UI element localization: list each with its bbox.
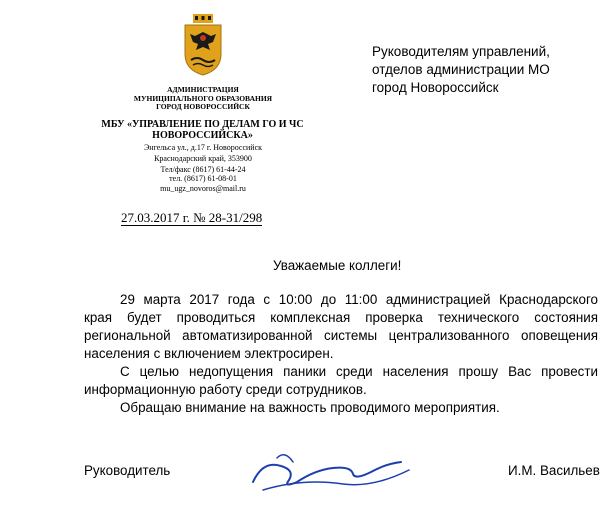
header-phone-fax: Тел/факс (8617) 61-44-24 (160, 165, 246, 174)
header-org-line-2: НОВОРОССИЙСКА» (152, 130, 253, 141)
recipient-line-2: отделов администрации МО (372, 62, 550, 77)
header-admin-line-3: ГОРОД НОВОРОССИЙСК (156, 102, 250, 111)
header-phone: тел. (8617) 61-08-01 (169, 174, 237, 183)
header-org-line-1: МБУ «УПРАВЛЕНИЕ ПО ДЕЛАМ ГО И ЧС (101, 119, 304, 130)
header-email: mu_ugz_novoros@mail.ru (160, 184, 246, 193)
body-line-2: края будет проводиться комплексная проверка технического состояния (84, 310, 598, 325)
signatory-position: Руководитель (84, 463, 171, 478)
header-admin-line-2: МУНИЦИПАЛЬНОГО ОБРАЗОВАНИЯ (133, 94, 273, 103)
header-address-region: Краснодарский край, 353900 (154, 154, 252, 163)
handwritten-signature-icon (233, 440, 423, 500)
header-address-street: Энгельса ул., д.17 г. Новороссийск (143, 143, 263, 152)
document-date-number: 27.03.2017 г. № 28-31/298 (121, 210, 263, 225)
body-line-7: Обращаю внимание на важность проводимого мероприятия. (120, 400, 500, 415)
recipient-line-1: Руководителям управлений, (372, 44, 550, 59)
body-line-4: населения с включением электросирен. (84, 346, 334, 361)
body-line-3: региональной автоматизированной системы централизованного оповещения (84, 328, 598, 343)
header-admin-line-1: АДМИНИСТРАЦИЯ (167, 85, 239, 94)
greeting: Уважаемые коллеги! (273, 258, 402, 273)
body-line-6: информационную работу среди сотрудников. (84, 382, 367, 397)
recipient-line-3: город Новороссийск (372, 80, 499, 95)
body-line-5: С целью недопущения паники среди населения прошу Вас провести (120, 364, 598, 379)
body-line-1: 29 марта 2017 года с 10:00 до 11:00 администрацией Краснодарского (120, 292, 598, 307)
coat-of-arms-icon (181, 14, 225, 76)
signatory-name: И.М. Васильев (508, 463, 600, 478)
